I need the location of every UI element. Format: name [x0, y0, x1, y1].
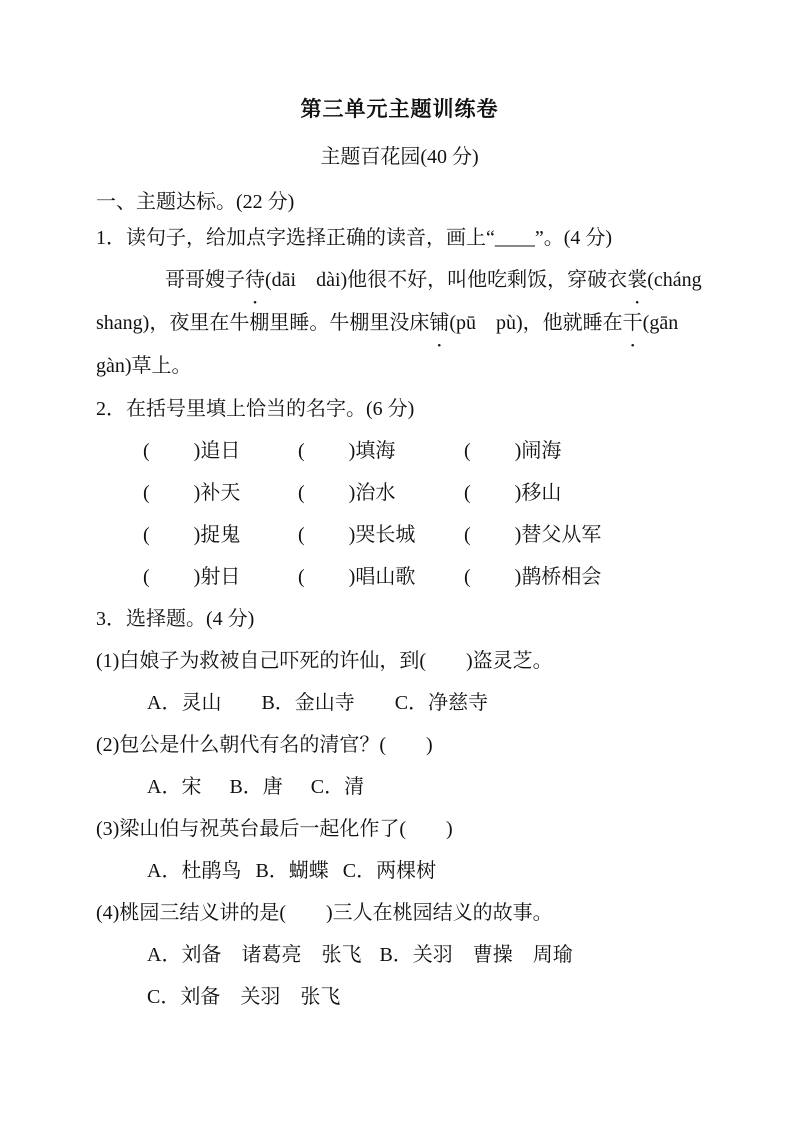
- passage-text: (gān: [642, 312, 679, 334]
- blank-paren: ): [348, 482, 356, 504]
- option-b: B．蝴蝶: [255, 860, 329, 882]
- q2-item-label: 闹海: [521, 440, 562, 462]
- option-a: A．灵山: [147, 692, 222, 714]
- option-b: B．金山寺: [261, 692, 355, 714]
- blank-paren: ): [514, 524, 522, 546]
- passage-line-2: [96, 302, 703, 345]
- q3-sub3-stem: (3)梁山伯与祝英台最后一起化作了( ): [96, 818, 453, 840]
- q2-item: [298, 556, 464, 598]
- q2-item: [143, 514, 298, 556]
- q2-item-label: 治水: [355, 482, 396, 504]
- q2-row-4: [96, 556, 703, 598]
- q2-item-label: 射日: [200, 566, 241, 588]
- blank-paren: (: [298, 566, 305, 588]
- q2-item: [464, 430, 703, 472]
- q2-item: [464, 472, 703, 514]
- q2-item-label: 捉鬼: [200, 524, 241, 546]
- blank-paren: ): [193, 566, 201, 588]
- blank-paren: (: [464, 566, 471, 588]
- dotted-char: 干: [622, 312, 643, 334]
- blank-paren: ): [514, 482, 522, 504]
- passage-text: (dāi dài)他很不好，叫他吃剩饭，穿破衣: [265, 269, 628, 291]
- blank-paren: (: [298, 440, 305, 462]
- q2-item: [464, 556, 703, 598]
- passage-text: (cháng: [647, 269, 702, 291]
- q2-item-label: 哭长城: [355, 524, 416, 546]
- passage-text: gàn)草上。: [96, 355, 192, 377]
- option-b: B．关羽 曹操 周瑜: [379, 944, 573, 966]
- blank-paren: (: [298, 524, 305, 546]
- option-c: C．两棵树: [342, 860, 437, 882]
- q2-prompt: 2．在括号里填上恰当的名字。(6 分): [96, 398, 415, 420]
- option-c: C．净慈寺: [394, 692, 489, 714]
- passage-line-3: [96, 345, 703, 388]
- q2-item: [464, 514, 703, 556]
- section-subtitle: 主题百花园(40 分): [320, 146, 479, 168]
- blank-paren: ): [514, 440, 522, 462]
- dotted-char: 裳: [627, 269, 648, 291]
- passage-line-1: [96, 259, 703, 302]
- blank-paren: ): [193, 440, 201, 462]
- blank-paren: (: [143, 482, 150, 504]
- q2-item-label: 鹊桥相会: [521, 566, 602, 588]
- blank-paren: ): [348, 440, 356, 462]
- option-a: A．刘备 诸葛亮 张飞: [147, 944, 362, 966]
- q3-sub1-options: [96, 682, 703, 724]
- q2-item: [298, 514, 464, 556]
- blank-paren: (: [464, 482, 471, 504]
- q3-sub4-options-row1: [96, 934, 703, 976]
- blank-paren: (: [143, 440, 150, 462]
- q2-item: [298, 472, 464, 514]
- blank-paren: (: [298, 482, 305, 504]
- q3-sub1-stem: (1)白娘子为救被自己吓死的许仙，到( )盗灵芝。: [96, 650, 553, 672]
- passage-text: (pū pù)，他就睡在: [449, 312, 623, 334]
- blank-paren: ): [193, 524, 201, 546]
- q2-item-label: 替父从军: [521, 524, 602, 546]
- option-c: C．刘备 关羽 张飞: [147, 986, 341, 1008]
- q2-row-3: [96, 514, 703, 556]
- q1-passage: [96, 259, 703, 388]
- part-one-heading: 一、主题达标。(22 分): [96, 191, 295, 213]
- q2-item: [143, 472, 298, 514]
- passage-text: 哥哥嫂子: [165, 269, 245, 291]
- q3-prompt: 3．选择题。(4 分): [96, 608, 255, 630]
- q3-sub2-options: [96, 766, 703, 808]
- dotted-char: 铺: [429, 312, 450, 334]
- q2-row-1: [96, 430, 703, 472]
- q3-sub3-options: [96, 850, 703, 892]
- q3-sub4-stem: (4)桃园三结义讲的是( )三人在桃园结义的故事。: [96, 902, 553, 924]
- q2-item: [298, 430, 464, 472]
- option-c: C．清: [310, 776, 365, 798]
- q2-item-label: 填海: [355, 440, 396, 462]
- q2-item-label: 补天: [200, 482, 241, 504]
- blank-paren: ): [348, 524, 356, 546]
- q2-row-2: [96, 472, 703, 514]
- q1-prompt: 1．读句子，给加点字选择正确的读音，画上“____”。(4 分): [96, 227, 613, 249]
- q2-item-label: 唱山歌: [355, 566, 416, 588]
- q2-item: [143, 556, 298, 598]
- q2-item-label: 追日: [200, 440, 241, 462]
- passage-text: shang)，夜里在牛棚里睡。牛棚里没床: [96, 312, 430, 334]
- q2-item: [143, 430, 298, 472]
- q2-item-label: 移山: [521, 482, 562, 504]
- blank-paren: ): [193, 482, 201, 504]
- option-b: B．唐: [229, 776, 283, 798]
- blank-paren: (: [143, 524, 150, 546]
- option-a: A．宋: [147, 776, 202, 798]
- option-a: A．杜鹃鸟: [147, 860, 242, 882]
- blank-paren: ): [348, 566, 356, 588]
- blank-paren: ): [514, 566, 522, 588]
- page-title: 第三单元主题训练卷: [300, 98, 499, 121]
- blank-paren: (: [464, 524, 471, 546]
- blank-paren: (: [143, 566, 150, 588]
- blank-paren: (: [464, 440, 471, 462]
- dotted-char: 待: [245, 269, 265, 291]
- q3-sub4-options-row2: [96, 976, 703, 1018]
- q3-sub2-stem: (2)包公是什么朝代有名的清官？( ): [96, 734, 433, 756]
